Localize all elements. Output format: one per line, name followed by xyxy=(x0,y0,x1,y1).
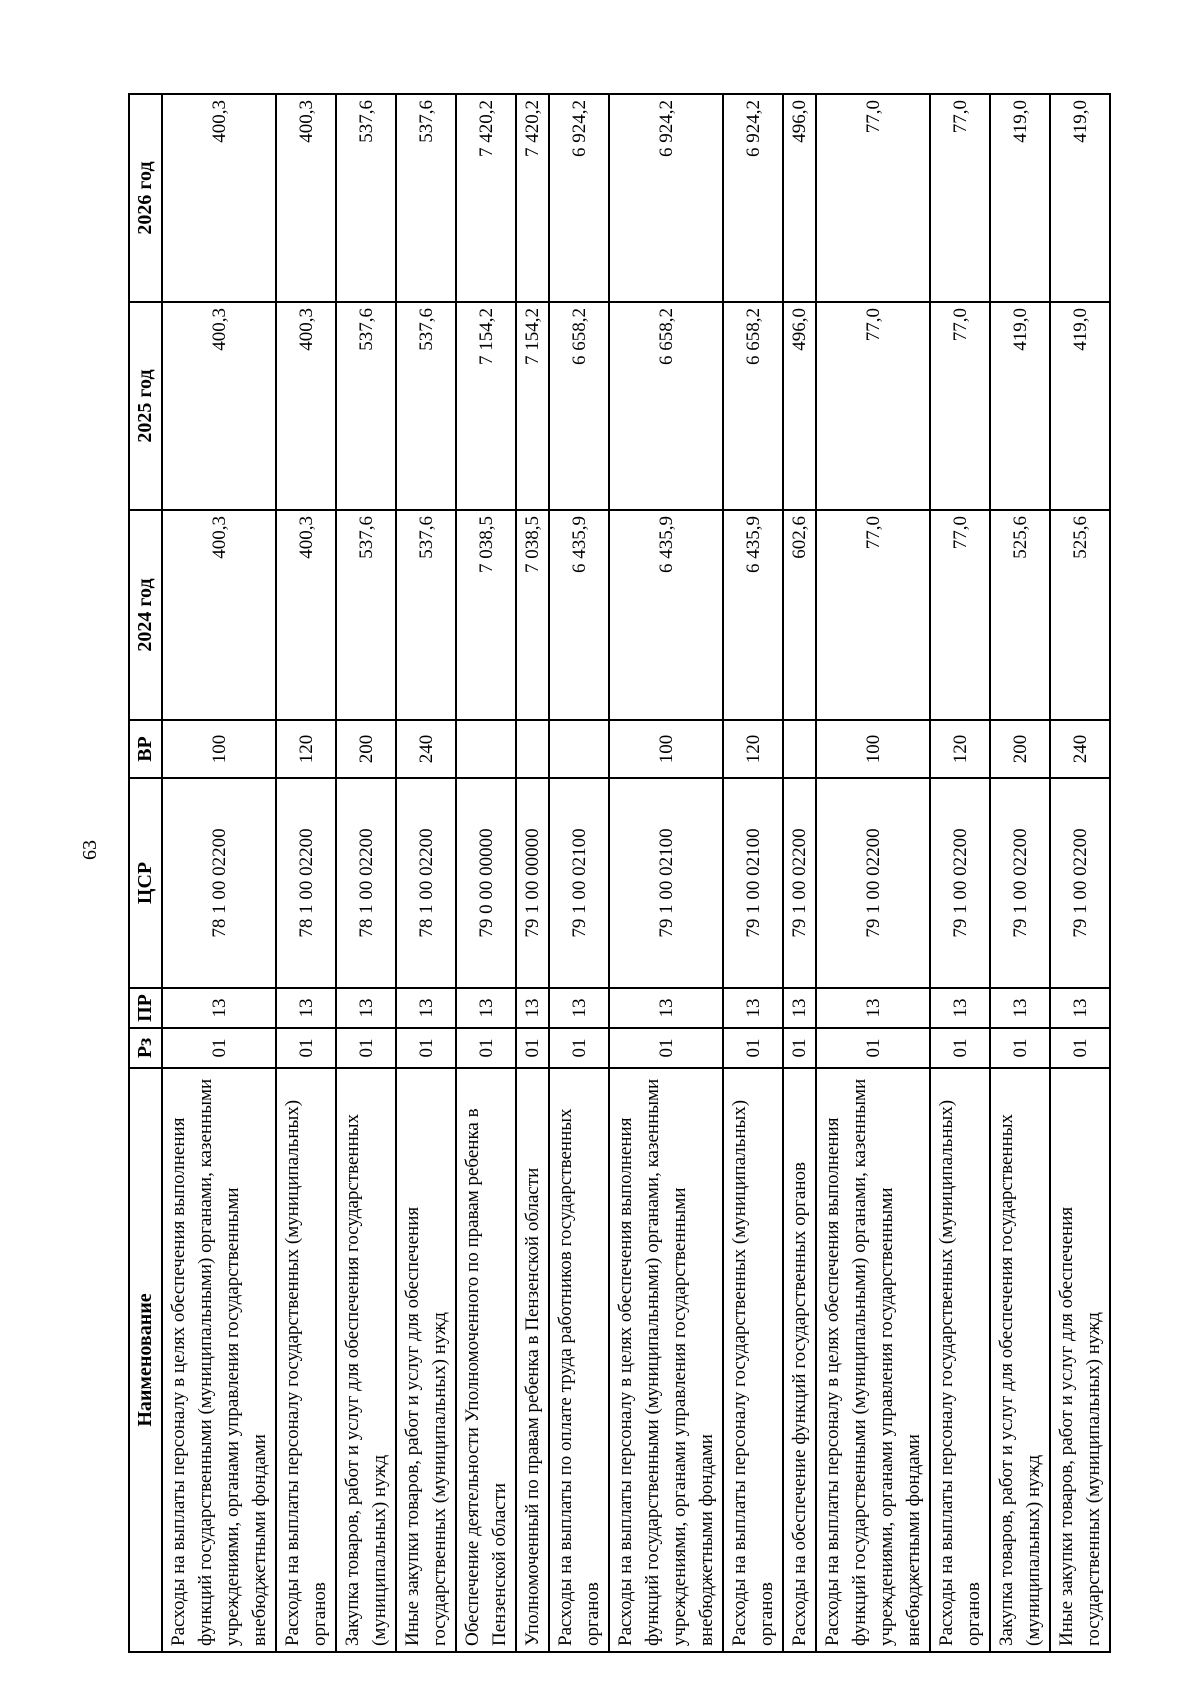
table-cell-vr: 120 xyxy=(723,720,783,778)
table-cell-csr: 79 1 00 00000 xyxy=(516,778,549,988)
table-cell-pr: 13 xyxy=(1050,988,1110,1028)
table-cell-vr: 100 xyxy=(816,720,930,778)
table-cell-vr: 120 xyxy=(930,720,990,778)
table-cell-vr: 200 xyxy=(990,720,1050,778)
table-cell-2024: 6 435,9 xyxy=(609,510,723,720)
table-cell-2026: 537,6 xyxy=(396,94,456,302)
table-cell-2026: 419,0 xyxy=(990,94,1050,302)
table-cell-pr: 13 xyxy=(396,988,456,1028)
table-cell-name: Расходы на выплаты персоналу государственных (муниципальных) органов xyxy=(723,1068,783,1652)
table-row xyxy=(162,94,276,1652)
table-cell-vr xyxy=(456,720,516,778)
header-vr: ВР xyxy=(129,720,162,778)
table-cell-2026: 6 924,2 xyxy=(609,94,723,302)
table-cell-vr xyxy=(549,720,609,778)
table-cell-rz: 01 xyxy=(1050,1028,1110,1068)
table-cell-pr: 13 xyxy=(516,988,549,1028)
table-cell-2025: 6 658,2 xyxy=(723,302,783,510)
table-row xyxy=(783,94,816,1652)
rotated-table-container xyxy=(128,95,1104,1653)
table-cell-2024: 7 038,5 xyxy=(516,510,549,720)
page-number: 63 xyxy=(79,840,101,860)
table-cell-csr: 79 1 00 02200 xyxy=(816,778,930,988)
table-cell-pr: 13 xyxy=(783,988,816,1028)
table-cell-rz: 01 xyxy=(930,1028,990,1068)
table-header-row xyxy=(129,94,162,1652)
table-cell-2024: 77,0 xyxy=(816,510,930,720)
table-row xyxy=(930,94,990,1652)
table-cell-2026: 7 420,2 xyxy=(456,94,516,302)
table-cell-name: Расходы на выплаты персоналу государственных (муниципальных) органов xyxy=(276,1068,336,1652)
table-cell-pr: 13 xyxy=(990,988,1050,1028)
table-cell-vr: 100 xyxy=(162,720,276,778)
table-cell-2025: 537,6 xyxy=(396,302,456,510)
table-cell-2024: 525,6 xyxy=(1050,510,1110,720)
table-cell-2026: 496,0 xyxy=(783,94,816,302)
table-cell-2025: 419,0 xyxy=(1050,302,1110,510)
table-cell-2026: 77,0 xyxy=(816,94,930,302)
table-cell-2024: 525,6 xyxy=(990,510,1050,720)
table-row xyxy=(456,94,516,1652)
table-cell-pr: 13 xyxy=(162,988,276,1028)
table-cell-vr: 120 xyxy=(276,720,336,778)
table-cell-name: Расходы на выплаты персоналу в целях обеспечения выполнения функций государственными (муниципальными) органами, казенными учреждениями, органами управления государственными внебюджетными фондами xyxy=(609,1068,723,1652)
table-cell-csr: 79 1 00 02200 xyxy=(990,778,1050,988)
table-body xyxy=(162,94,1110,1652)
table-cell-2025: 77,0 xyxy=(930,302,990,510)
table-cell-csr: 78 1 00 02200 xyxy=(276,778,336,988)
table-cell-pr: 13 xyxy=(723,988,783,1028)
table-cell-2026: 537,6 xyxy=(336,94,396,302)
table-cell-2025: 419,0 xyxy=(990,302,1050,510)
table-cell-pr: 13 xyxy=(456,988,516,1028)
table-cell-2026: 6 924,2 xyxy=(549,94,609,302)
table-cell-2025: 496,0 xyxy=(783,302,816,510)
table-cell-vr: 100 xyxy=(609,720,723,778)
table-cell-name: Закупка товаров, работ и услуг для обеспечения государственных (муниципальных) нужд xyxy=(336,1068,396,1652)
table-cell-2024: 537,6 xyxy=(396,510,456,720)
table-cell-2024: 7 038,5 xyxy=(456,510,516,720)
table-cell-2025: 6 658,2 xyxy=(609,302,723,510)
table-cell-2025: 6 658,2 xyxy=(549,302,609,510)
table-cell-name: Расходы на выплаты персоналу государственных (муниципальных) органов xyxy=(930,1068,990,1652)
table-cell-2024: 400,3 xyxy=(162,510,276,720)
table-cell-csr: 79 1 00 02100 xyxy=(609,778,723,988)
table-cell-csr: 79 1 00 02100 xyxy=(549,778,609,988)
table-cell-rz: 01 xyxy=(990,1028,1050,1068)
table-row xyxy=(609,94,723,1652)
table-cell-rz: 01 xyxy=(723,1028,783,1068)
table-cell-pr: 13 xyxy=(930,988,990,1028)
table-cell-csr: 79 1 00 02200 xyxy=(783,778,816,988)
table-cell-2026: 7 420,2 xyxy=(516,94,549,302)
table-cell-rz: 01 xyxy=(336,1028,396,1068)
table-cell-2026: 400,3 xyxy=(276,94,336,302)
table-cell-vr: 240 xyxy=(396,720,456,778)
table-cell-name: Уполномоченный по правам ребенка в Пензенской области xyxy=(516,1068,549,1652)
table-cell-2026: 400,3 xyxy=(162,94,276,302)
table-cell-2024: 6 435,9 xyxy=(549,510,609,720)
table-cell-2024: 400,3 xyxy=(276,510,336,720)
table-cell-pr: 13 xyxy=(549,988,609,1028)
table-cell-name: Расходы на выплаты персоналу в целях обеспечения выполнения функций государственными (муниципальными) органами, казенными учреждениями, органами управления государственными внебюджетными фондами xyxy=(162,1068,276,1652)
table-cell-pr: 13 xyxy=(816,988,930,1028)
table-cell-2025: 7 154,2 xyxy=(456,302,516,510)
table-cell-2024: 77,0 xyxy=(930,510,990,720)
table-row xyxy=(723,94,783,1652)
table-cell-name: Расходы на выплаты по оплате труда работников государственных органов xyxy=(549,1068,609,1652)
table-cell-2024: 537,6 xyxy=(336,510,396,720)
table-cell-name: Иные закупки товаров, работ и услуг для обеспечения государственных (муниципальных) нужд xyxy=(1050,1068,1110,1652)
table-cell-2026: 77,0 xyxy=(930,94,990,302)
table-cell-rz: 01 xyxy=(816,1028,930,1068)
table-row xyxy=(516,94,549,1652)
table-cell-2025: 400,3 xyxy=(276,302,336,510)
header-csr: ЦСР xyxy=(129,778,162,988)
table-cell-rz: 01 xyxy=(276,1028,336,1068)
table-frame xyxy=(128,95,1104,1653)
table-row xyxy=(990,94,1050,1652)
table-cell-vr: 200 xyxy=(336,720,396,778)
table-cell-pr: 13 xyxy=(609,988,723,1028)
header-name: Наименование xyxy=(129,1068,162,1652)
table-cell-vr xyxy=(783,720,816,778)
table-cell-csr: 79 0 00 00000 xyxy=(456,778,516,988)
table-cell-name: Иные закупки товаров, работ и услуг для обеспечения государственных (муниципальных) нужд xyxy=(396,1068,456,1652)
table-cell-pr: 13 xyxy=(336,988,396,1028)
table-cell-rz: 01 xyxy=(783,1028,816,1068)
table-cell-csr: 78 1 00 02200 xyxy=(336,778,396,988)
header-2026: 2026 год xyxy=(129,94,162,302)
table-cell-rz: 01 xyxy=(162,1028,276,1068)
table-cell-name: Обеспечение деятельности Уполномоченного по правам ребенка в Пензенской области xyxy=(456,1068,516,1652)
table-row xyxy=(276,94,336,1652)
header-2025: 2025 год xyxy=(129,302,162,510)
table-cell-2025: 537,6 xyxy=(336,302,396,510)
table-cell-name: Закупка товаров, работ и услуг для обеспечения государственных (муниципальных) нужд xyxy=(990,1068,1050,1652)
table-cell-2024: 6 435,9 xyxy=(723,510,783,720)
table-cell-name: Расходы на выплаты персоналу в целях обеспечения выполнения функций государственными (муниципальными) органами, казенными учреждениями, органами управления государственными внебюджетными фондами xyxy=(816,1068,930,1652)
table-cell-2025: 7 154,2 xyxy=(516,302,549,510)
table-cell-vr: 240 xyxy=(1050,720,1110,778)
table-cell-csr: 78 1 00 02200 xyxy=(162,778,276,988)
table-cell-2025: 77,0 xyxy=(816,302,930,510)
budget-table xyxy=(128,93,1111,1653)
table-cell-rz: 01 xyxy=(456,1028,516,1068)
table-cell-pr: 13 xyxy=(276,988,336,1028)
table-cell-csr: 78 1 00 02200 xyxy=(396,778,456,988)
header-rz: Рз xyxy=(129,1028,162,1068)
table-cell-name: Расходы на обеспечение функций государственных органов xyxy=(783,1068,816,1652)
header-2024: 2024 год xyxy=(129,510,162,720)
table-cell-csr: 79 1 00 02200 xyxy=(930,778,990,988)
table-cell-2026: 419,0 xyxy=(1050,94,1110,302)
table-cell-rz: 01 xyxy=(396,1028,456,1068)
table-cell-vr xyxy=(516,720,549,778)
table-cell-2024: 602,6 xyxy=(783,510,816,720)
table-row xyxy=(396,94,456,1652)
header-pr: ПР xyxy=(129,988,162,1028)
table-row xyxy=(1050,94,1110,1652)
table-cell-rz: 01 xyxy=(516,1028,549,1068)
table-cell-rz: 01 xyxy=(609,1028,723,1068)
table-cell-csr: 79 1 00 02100 xyxy=(723,778,783,988)
table-cell-2025: 400,3 xyxy=(162,302,276,510)
table-row xyxy=(549,94,609,1652)
table-row xyxy=(816,94,930,1652)
table-cell-rz: 01 xyxy=(549,1028,609,1068)
table-cell-2026: 6 924,2 xyxy=(723,94,783,302)
table-row xyxy=(336,94,396,1652)
table-cell-csr: 79 1 00 02200 xyxy=(1050,778,1110,988)
